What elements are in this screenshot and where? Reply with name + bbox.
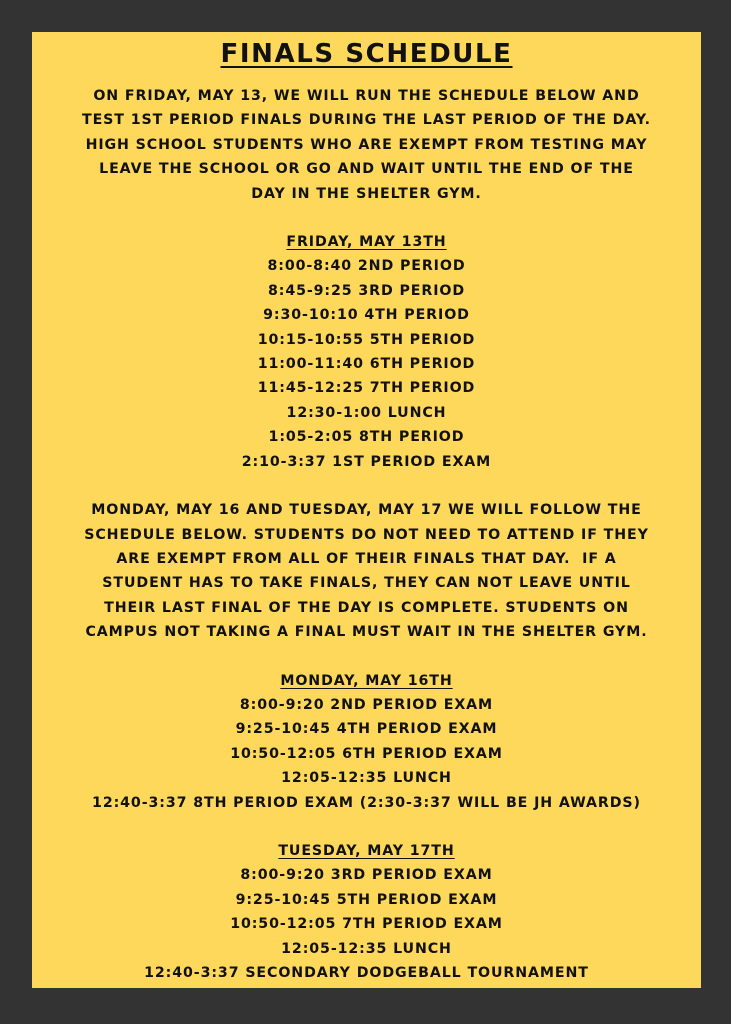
monday-tuesday-paragraph bbox=[36, 498, 697, 644]
schedule-row: 12:05-12:35 LUNCH bbox=[281, 770, 452, 787]
schedule-row: 9:30-10:10 4TH PERIOD bbox=[263, 307, 470, 324]
schedule-row: 12:40-3:37 8TH PERIOD EXAM (2:30-3:37 WILL BE JH AWARDS) bbox=[92, 794, 641, 811]
intro-paragraph bbox=[36, 84, 697, 206]
paragraph-line: MONDAY, MAY 16 AND TUESDAY, MAY 17 WE WILL FOLLOW THE bbox=[91, 502, 642, 519]
schedule-row: 8:45-9:25 3RD PERIOD bbox=[267, 282, 466, 299]
tuesday-schedule bbox=[36, 839, 697, 985]
intro-line: TEST 1ST PERIOD FINALS DURING THE LAST PERIOD OF THE DAY. bbox=[82, 112, 651, 129]
page-title: FINALS SCHEDULE bbox=[220, 39, 513, 69]
schedule-card bbox=[32, 32, 701, 988]
schedule-row: 10:15-10:55 5TH PERIOD bbox=[257, 331, 476, 348]
intro-line: LEAVE THE SCHOOL OR GO AND WAIT UNTIL THE END OF THE bbox=[99, 161, 634, 178]
friday-schedule bbox=[36, 230, 697, 474]
schedule-row: 8:00-8:40 2ND PERIOD bbox=[267, 258, 466, 275]
paragraph-line: THEIR LAST FINAL OF THE DAY IS COMPLETE. STUDENTS ON bbox=[104, 599, 629, 616]
schedule-row: 12:30-1:00 LUNCH bbox=[286, 404, 447, 421]
friday-heading: FRIDAY, MAY 13TH bbox=[286, 234, 447, 251]
intro-line: DAY IN THE SHELTER GYM. bbox=[251, 185, 482, 202]
schedule-row: 11:45-12:25 7TH PERIOD bbox=[257, 380, 476, 397]
schedule-row: 12:05-12:35 LUNCH bbox=[281, 940, 452, 957]
paragraph-line: CAMPUS NOT TAKING A FINAL MUST WAIT IN THE SHELTER GYM. bbox=[85, 624, 648, 641]
schedule-row: 1:05-2:05 8TH PERIOD bbox=[268, 429, 465, 446]
monday-schedule bbox=[36, 669, 697, 815]
tuesday-heading: TUESDAY, MAY 17TH bbox=[278, 842, 455, 859]
schedule-row: 8:00-9:20 2ND PERIOD EXAM bbox=[239, 696, 494, 713]
schedule-row: 9:25-10:45 5TH PERIOD EXAM bbox=[235, 891, 498, 908]
paragraph-line: STUDENT HAS TO TAKE FINALS, THEY CAN NOT LEAVE UNTIL bbox=[102, 575, 631, 592]
paragraph-line: SCHEDULE BELOW. STUDENTS DO NOT NEED TO ATTEND IF THEY bbox=[84, 526, 649, 543]
schedule-row: 12:40-3:37 SECONDARY DODGEBALL TOURNAMENT bbox=[144, 965, 589, 981]
intro-line: ON FRIDAY, MAY 13, WE WILL RUN THE SCHEDULE BELOW AND bbox=[93, 88, 640, 104]
paragraph-line: ARE EXEMPT FROM ALL OF THEIR FINALS THAT DAY. IF A bbox=[116, 550, 617, 567]
schedule-row: 2:10-3:37 1ST PERIOD EXAM bbox=[241, 453, 492, 470]
schedule-row: 8:00-9:20 3RD PERIOD EXAM bbox=[240, 867, 493, 884]
intro-line: HIGH SCHOOL STUDENTS WHO ARE EXEMPT FROM TESTING MAY bbox=[85, 136, 648, 153]
schedule-row: 9:25-10:45 4TH PERIOD EXAM bbox=[235, 721, 498, 738]
schedule-row: 11:00-11:40 6TH PERIOD bbox=[257, 356, 476, 373]
schedule-row: 10:50-12:05 7TH PERIOD EXAM bbox=[230, 916, 503, 933]
monday-heading: MONDAY, MAY 16TH bbox=[280, 672, 453, 689]
schedule-row: 10:50-12:05 6TH PERIOD EXAM bbox=[230, 745, 503, 762]
